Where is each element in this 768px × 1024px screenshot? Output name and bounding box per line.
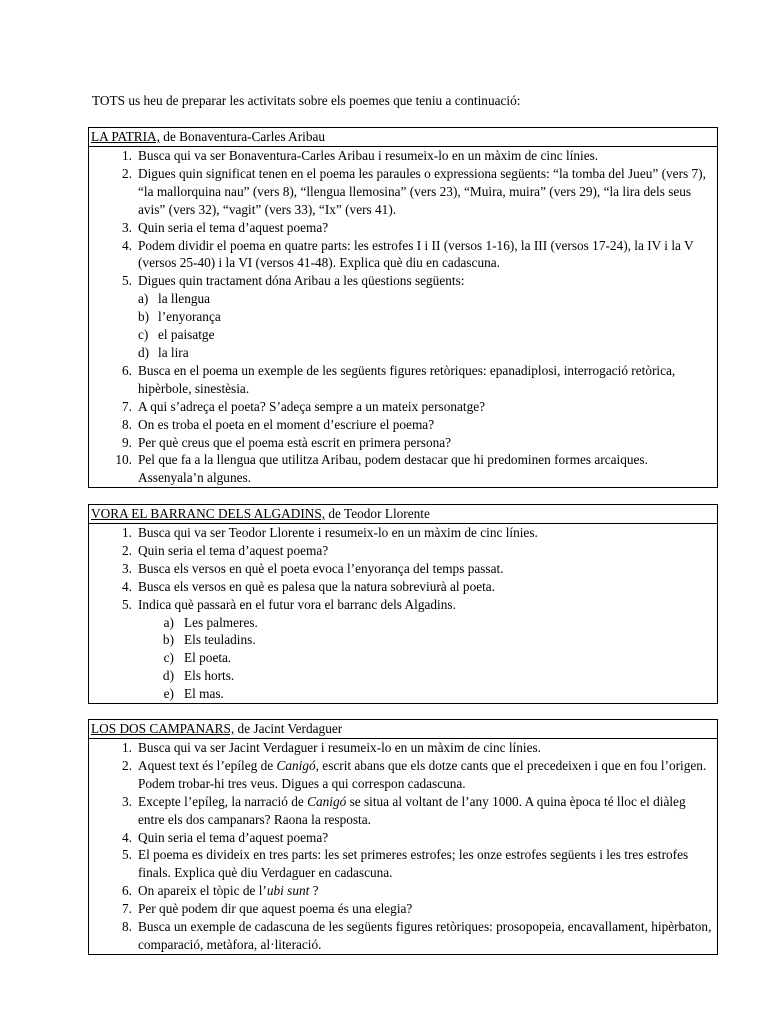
section-header: [89, 128, 717, 147]
list-marker: 3.: [122, 560, 132, 576]
item-text: Busca un exemple de cadascuna de les següents figures retòriques: prosopopeia, encavallament, hipèrbaton, comparació, metàfora, al·literació.: [138, 919, 712, 952]
section-header: [89, 505, 717, 524]
list-marker: 3.: [122, 793, 132, 809]
item-text: Els teuladins.: [184, 632, 256, 648]
list-marker: 1.: [122, 740, 132, 755]
sub-item: [89, 631, 717, 649]
list-marker: 6.: [122, 883, 132, 899]
item-text: On apareix el tòpic de l’: [138, 883, 267, 899]
item-text: Quin seria el tema d’aquest poema?: [138, 542, 329, 558]
item-text: Busca qui va ser Bonaventura-Carles Aribau i resumeix-lo en un màxim de cinc línies.: [138, 148, 599, 163]
item-text: Busca els versos en què el poeta evoca l’enyorança del temps passat.: [138, 560, 504, 576]
list-item: [89, 578, 717, 596]
list-marker: 4.: [122, 237, 132, 253]
list-marker: 3.: [122, 219, 132, 235]
sub-item: [89, 667, 717, 685]
list-marker: 7.: [122, 398, 132, 414]
item-text: Busca en el poema un exemple de les següents figures retòriques: epanadiplosi, interrogació retòrica, hipèrbole, sinestèsia.: [138, 362, 676, 396]
sub-item: [89, 649, 717, 667]
list-item: [89, 918, 717, 954]
list-marker: 5.: [122, 596, 132, 612]
list-item: [89, 165, 717, 219]
list-item: [89, 793, 717, 829]
list-marker: c): [163, 650, 174, 666]
list-marker: 4.: [122, 829, 132, 845]
list-item: [89, 219, 717, 237]
list-item: [89, 829, 717, 847]
list-item: [89, 846, 717, 882]
item-text: la llengua: [158, 291, 211, 307]
list-marker: 8.: [122, 416, 132, 432]
item-text: Podem dividir el poema en quatre parts: les estrofes I i II (versos 1-16), la III (versos 17-24), la IV i la V (versos 25-40) i la VI (versos 41-48). Explica què diu en cadascuna.: [138, 237, 694, 271]
list-marker: d): [138, 344, 150, 360]
item-text: Pel que fa a la llengua que utilitza Aribau, podem destacar que hi predominen formes arcaiques. Assenyala’n algunes.: [138, 452, 648, 486]
item-text: l’enyorança: [158, 309, 221, 325]
list-marker: 2.: [122, 542, 132, 558]
poem-title: LOS DOS CAMPANARS,: [91, 721, 235, 736]
list-item: [89, 272, 717, 290]
section-los-dos-campanars: [88, 719, 718, 955]
list-marker: e): [163, 686, 174, 702]
item-text: Indica què passarà en el futur vora el barranc dels Algadins.: [138, 596, 456, 612]
poem-author: de Teodor Llorente: [325, 506, 430, 521]
poem-author: de Bonaventura-Carles Aribau: [159, 129, 326, 144]
list-item: [89, 900, 717, 918]
list-item: [89, 596, 717, 614]
item-text: El poema es divideix en tres parts: les set primeres estrofes; les onze estrofes següents i les tres estrofes finals. Explica què diu Verdaguer en cadascuna.: [138, 847, 689, 881]
item-text: Quin seria el tema d’aquest poema?: [138, 219, 329, 235]
item-text: Els horts.: [184, 668, 235, 684]
item-text: ?: [309, 883, 319, 899]
item-text: la lira: [158, 344, 189, 360]
poem-title: VORA EL BARRANC DELS ALGADINS,: [91, 506, 326, 521]
list-marker: 6.: [122, 362, 132, 378]
poem-title: LA PATRIA,: [91, 129, 160, 144]
list-marker: 4.: [122, 578, 132, 594]
item-text: Digues quin significat tenen en el poema les paraules o expressiona següents: “la tomba del Jueu” (vers 7), “la mallorquina nau” (vers 8), “llengua llemosina” (vers 23), “Muira, muira” (vers 29), “la lira dels seus avis” (vers 32), “vagit” (vers 33), “Ix” (vers 41).: [138, 165, 706, 217]
item-text: Les palmeres.: [184, 614, 258, 630]
item-text: A qui s’adreça el poeta? S’adeça sempre a un mateix personatge?: [138, 398, 486, 414]
section-la-patria: [88, 127, 718, 488]
list-marker: 7.: [122, 901, 132, 917]
item-text: Digues quin tractament dóna Aribau a les qüestions següents:: [138, 273, 465, 289]
sub-item: [89, 308, 717, 326]
item-text: El poeta.: [184, 650, 232, 666]
list-marker: a): [138, 291, 149, 307]
sub-item: [89, 290, 717, 308]
item-text: Busca els versos en què es palesa que la natura sobreviurà al poeta.: [138, 578, 496, 594]
list-item: [89, 362, 717, 398]
sub-item: [89, 344, 717, 362]
section-header: [89, 720, 717, 739]
item-text: On es troba el poeta en el moment d’escriure el poema?: [138, 416, 435, 432]
list-marker: 5.: [122, 847, 132, 863]
list-item: [89, 416, 717, 434]
list-marker: 9.: [122, 434, 132, 450]
list-marker: 1.: [122, 148, 132, 163]
item-text: el paisatge: [158, 327, 215, 343]
sub-item: [89, 685, 717, 703]
list-marker: b): [138, 309, 150, 325]
item-text: se situa al voltant de l’any 1000. A quina època té lloc el diàleg entre els dos campanars? Raona la resposta.: [138, 793, 686, 827]
item-text: Per què creus que el poema està escrit en primera persona?: [138, 434, 452, 450]
item-text: Aquest text és l’epíleg de: [138, 757, 277, 773]
list-marker: 2.: [122, 757, 132, 773]
list-item: [89, 147, 717, 165]
item-text: Per què podem dir que aquest poema és una elegia?: [138, 901, 413, 917]
sub-item: [89, 326, 717, 344]
list-item: [89, 882, 717, 900]
list-item: [89, 237, 717, 273]
item-text: , escrit abans que els dotze cants que el precedeixen i que en fou l’origen. Podem trobar-hi tres veus. Digues a qui correspon cadascuna.: [138, 757, 707, 791]
item-text: El mas.: [184, 686, 224, 702]
item-text: Quin seria el tema d’aquest poema?: [138, 829, 329, 845]
list-marker: 10.: [115, 452, 132, 468]
item-text: Busca qui va ser Jacint Verdaguer i resumeix-lo en un màxim de cinc línies.: [138, 740, 541, 755]
list-item: [89, 398, 717, 416]
list-marker: d): [162, 668, 174, 684]
list-marker: a): [163, 614, 174, 630]
list-item: [89, 434, 717, 452]
item-text: ubi sunt: [266, 883, 310, 899]
list-marker: b): [162, 632, 174, 648]
item-text: Busca qui va ser Teodor Llorente i resumeix-lo en un màxim de cinc línies.: [138, 525, 538, 540]
sub-item: [89, 614, 717, 632]
poem-author: de Jacint Verdaguer: [234, 721, 343, 736]
list-marker: 2.: [122, 165, 132, 181]
item-text: Canigó: [307, 793, 347, 809]
list-marker: 8.: [122, 919, 132, 935]
list-marker: 1.: [122, 525, 132, 540]
item-text: Canigó: [276, 757, 316, 773]
list-item: [89, 757, 717, 793]
section-vora-el-barranc: [88, 504, 718, 704]
list-item: [89, 739, 717, 757]
list-item: [89, 542, 717, 560]
list-item: [89, 524, 717, 542]
intro-text: TOTS us heu de preparar les activitats sobre els poemes que teniu a continuació:: [92, 93, 521, 108]
item-text: Excepte l’epíleg, la narració de: [138, 793, 308, 809]
list-item: [89, 451, 717, 487]
list-marker: 5.: [122, 273, 132, 289]
list-marker: c): [138, 327, 149, 343]
list-item: [89, 560, 717, 578]
